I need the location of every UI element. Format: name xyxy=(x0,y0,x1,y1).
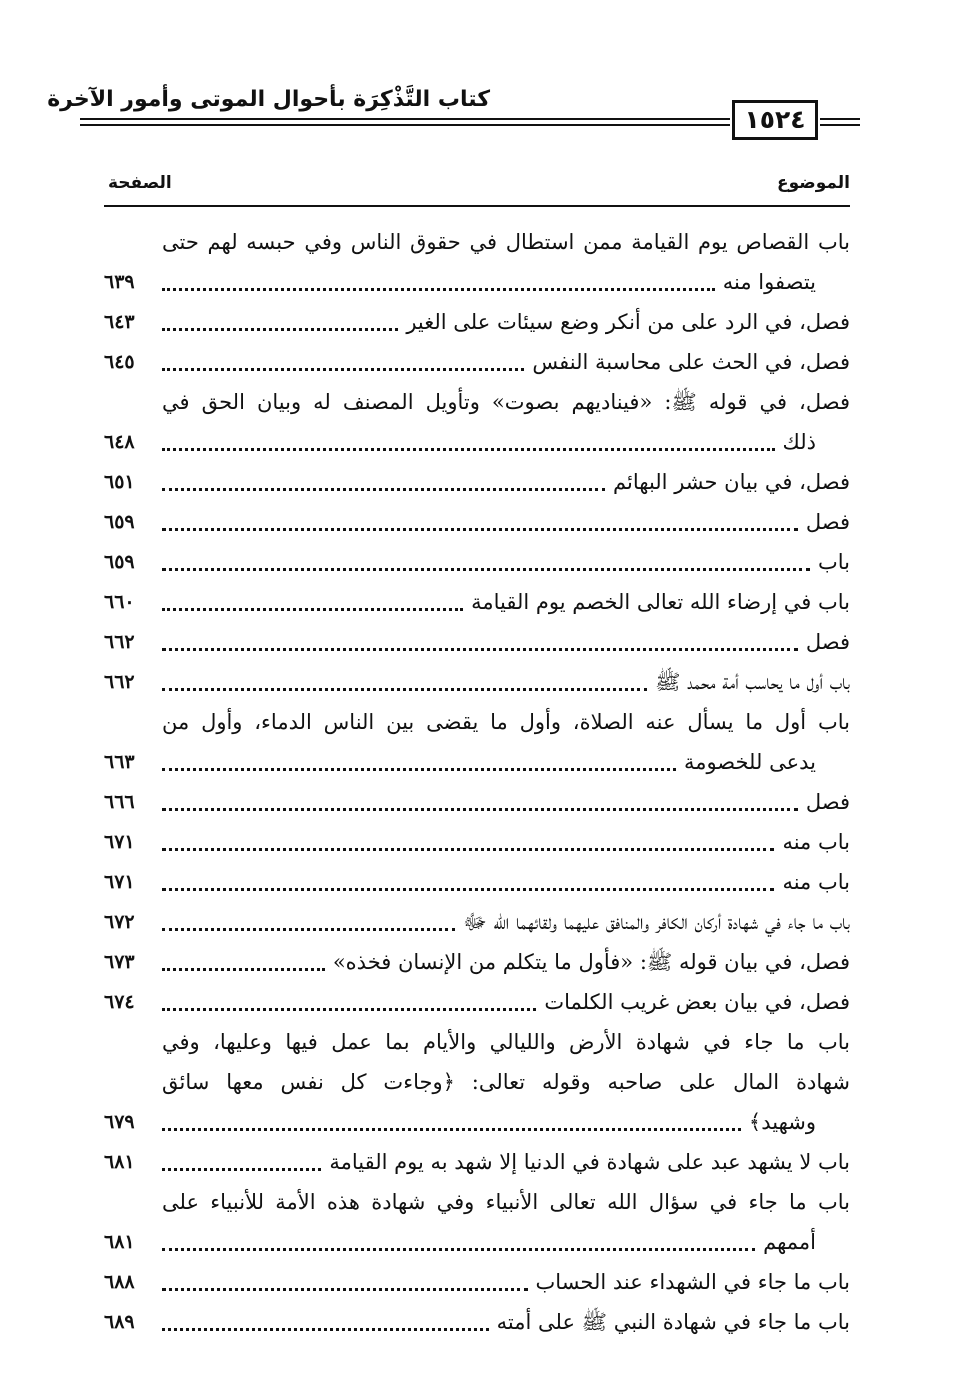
toc-entry-final-line xyxy=(0,1142,956,1182)
dot-leader xyxy=(162,528,798,531)
toc-entry-text: باب أول ما يسأل عنه الصلاة، وأول ما يقضى بين الناس الدماء، وأول من xyxy=(162,710,850,734)
toc-entry-page-number: ٦٨١ xyxy=(104,1151,135,1173)
dot-leader xyxy=(162,1288,528,1291)
toc-entry-page-number: ٦٨٩ xyxy=(104,1311,135,1333)
dot-leader xyxy=(162,1248,755,1251)
toc-entry xyxy=(0,502,956,542)
toc-entry-text: باب ما جاء في الشهداء عند الحساب xyxy=(535,1270,850,1294)
toc-entry-text: فصل، في قوله ﷺ: «فيناديهم بصوت» وتأويل المصنف له وبيان الحق في xyxy=(162,390,850,414)
toc-entry-leader xyxy=(162,544,850,580)
toc-entry-text: باب ما جاء في شهادة الأرض والليالي والأيام بما عمل فيها وعليها، وفي xyxy=(162,1030,850,1054)
toc-entry-leader xyxy=(162,344,850,380)
toc-entry-text: أممهم xyxy=(763,1230,816,1254)
toc-entry xyxy=(0,462,956,502)
toc-entry-page-number: ٦٧١ xyxy=(104,871,135,893)
toc-entry xyxy=(0,1302,956,1342)
toc-entry xyxy=(0,1142,956,1182)
toc-entry-page-number: ٦٧١ xyxy=(104,831,135,853)
toc-entry-final-line xyxy=(0,262,956,302)
dot-leader xyxy=(162,968,325,971)
toc-entry-leader xyxy=(162,904,850,940)
toc-entry-leader xyxy=(162,1224,816,1260)
toc-entry-leader xyxy=(162,624,850,660)
toc-entry-text: باب ما جاء في سؤال الله تعالى الأنبياء وفي شهادة هذه الأمة للأنبياء على xyxy=(162,1190,850,1214)
toc-entry-text: شهادة المال على صاحبه وقوله تعالى: ﴿وجاءت كل نفس معها سائق xyxy=(162,1070,850,1094)
toc-entry-leader xyxy=(162,984,850,1020)
toc-entry-text: يتصفوا منه xyxy=(722,270,816,294)
toc-entry-final-line xyxy=(0,1222,956,1262)
dot-leader xyxy=(162,448,775,451)
toc-entry-final-line xyxy=(0,502,956,542)
dot-leader xyxy=(162,1128,741,1131)
toc-entry-final-line xyxy=(0,902,956,942)
toc-entry-final-line xyxy=(0,862,956,902)
toc-entry xyxy=(0,342,956,382)
dot-leader xyxy=(162,1008,536,1011)
toc-entry-final-line xyxy=(0,582,956,622)
toc-entry-text: ذلك xyxy=(782,430,816,454)
dot-leader xyxy=(162,1168,321,1171)
toc-entry-page-number: ٦٣٩ xyxy=(104,271,135,293)
toc-entry xyxy=(0,622,956,662)
toc-entry-final-line xyxy=(0,822,956,862)
dot-leader xyxy=(162,848,774,851)
toc-entry-page-number: ٦٤٨ xyxy=(104,431,135,453)
toc-entry-final-line xyxy=(0,422,956,462)
toc-entry-text: باب أول ما يحاسب أمة محمد ﷺ xyxy=(655,670,850,694)
header-rule-lower xyxy=(80,124,730,126)
toc-entry-final-line xyxy=(0,742,956,782)
toc-entry-final-line xyxy=(0,302,956,342)
toc-entry xyxy=(0,902,956,942)
toc-entry-text: باب ما جاء في شهادة أركان الكافر والمنافق عليهما ولقائهما الله ﷻ xyxy=(463,910,850,934)
toc-entry-text: باب ما جاء في شهادة النبي ﷺ على أمته xyxy=(496,1310,850,1334)
toc-entry-page-number: ٦٥٩ xyxy=(104,511,135,533)
toc-entry xyxy=(0,542,956,582)
toc-entry-text: فصل xyxy=(805,510,850,534)
toc-entry-leader xyxy=(162,944,850,980)
toc-entry-leader xyxy=(162,1304,850,1340)
toc-entry-leader xyxy=(162,1144,850,1180)
toc-entry-line xyxy=(0,222,956,262)
dot-leader xyxy=(162,288,715,291)
dot-leader xyxy=(162,648,798,651)
toc-entry xyxy=(0,302,956,342)
dot-leader xyxy=(162,328,398,331)
toc-entry-leader xyxy=(162,584,850,620)
toc-entry-leader xyxy=(162,464,850,500)
toc-entry-text: فصل، في بيان قوله ﷺ: «فأول ما يتكلم من الإنسان فخذه» xyxy=(332,950,850,974)
dot-leader xyxy=(162,888,774,891)
toc-entry-leader xyxy=(162,504,850,540)
toc-entry-leader xyxy=(162,864,850,900)
toc-entry-text: فصل، في الحث على محاسبة النفس xyxy=(532,350,850,374)
toc-entry-final-line xyxy=(0,1302,956,1342)
dot-leader xyxy=(162,768,676,771)
toc-entry-final-line xyxy=(0,1262,956,1302)
toc-entry-page-number: ٦٤٣ xyxy=(104,311,135,333)
toc-entry xyxy=(0,862,956,902)
running-header-title: كتاب التَّذْكِرَة بأحوال الموتى وأمور الآخرة xyxy=(47,87,490,112)
toc-entry-line xyxy=(0,1182,956,1222)
toc-entry-text: باب xyxy=(817,550,850,574)
toc-entry-page-number: ٦٥١ xyxy=(104,471,135,493)
toc-entry-page-number: ٦٨١ xyxy=(104,1231,135,1253)
toc-entry-leader xyxy=(162,744,816,780)
toc-entry-text: يدعى للخصومة xyxy=(683,750,816,774)
toc-entry-text: باب لا يشهد عبد على شهادة في الدنيا إلا شهد به يوم القيامة xyxy=(329,1150,850,1174)
header-rule-right-lower xyxy=(820,124,860,126)
toc-entry-final-line xyxy=(0,462,956,502)
toc-entry xyxy=(0,942,956,982)
toc-entry xyxy=(0,1022,956,1142)
toc-entry-final-line xyxy=(0,622,956,662)
toc-entry-text: باب القصاص يوم القيامة ممن استطال في حقوق الناس وفي حبسه لهم حتى xyxy=(162,230,850,254)
dot-leader xyxy=(162,1328,489,1331)
toc-entry-final-line xyxy=(0,342,956,382)
dot-leader xyxy=(162,688,647,691)
toc-entry-text: باب منه xyxy=(782,830,850,854)
page-number: ١٥٢٤ xyxy=(732,100,818,140)
toc-entry-leader xyxy=(162,784,850,820)
toc-entry-text: وشهيد﴾ xyxy=(748,1110,816,1134)
toc-entry xyxy=(0,1182,956,1262)
toc-entry-text: فصل، في الرد على من أنكر وضع سيئات على الغير xyxy=(406,310,850,334)
toc-entry-text: فصل xyxy=(805,630,850,654)
toc-entry-page-number: ٦٧٢ xyxy=(104,911,135,933)
toc-entry xyxy=(0,662,956,702)
header-rule-right-upper xyxy=(820,118,860,120)
toc-entry-final-line xyxy=(0,982,956,1022)
toc-entry-final-line xyxy=(0,782,956,822)
toc-entry xyxy=(0,1262,956,1302)
toc-entry-final-line xyxy=(0,1102,956,1142)
toc-entry-leader xyxy=(162,824,850,860)
toc-entry-leader xyxy=(162,664,850,700)
header-rule-upper xyxy=(80,118,730,120)
toc-entry-page-number: ٦٧٩ xyxy=(104,1111,135,1133)
toc-entry-page-number: ٦٦٢ xyxy=(104,671,135,693)
toc-entry-text: فصل، في بيان بعض غريب الكلمات xyxy=(544,990,850,1014)
toc-entry xyxy=(0,222,956,302)
toc-entry-line xyxy=(0,1062,956,1102)
toc-entry-page-number: ٦٤٥ xyxy=(104,351,135,373)
dot-leader xyxy=(162,568,810,571)
toc-entry-page-number: ٦٧٣ xyxy=(104,951,135,973)
dot-leader xyxy=(162,608,463,611)
toc-entry-page-number: ٦٦٦ xyxy=(104,791,135,813)
toc-entry-page-number: ٦٨٨ xyxy=(104,1271,135,1293)
dot-leader xyxy=(162,368,524,371)
toc-entry-leader xyxy=(162,1264,850,1300)
toc-entry-text: باب منه xyxy=(782,870,850,894)
toc-entry xyxy=(0,582,956,622)
toc-entry-leader xyxy=(162,304,850,340)
toc-entry xyxy=(0,382,956,462)
toc-entry-final-line xyxy=(0,662,956,702)
toc-entry-leader xyxy=(162,264,816,300)
dot-leader xyxy=(162,928,455,931)
toc-entry-final-line xyxy=(0,542,956,582)
toc-entry xyxy=(0,702,956,782)
toc-entry-page-number: ٦٧٤ xyxy=(104,991,135,1013)
toc-entry xyxy=(0,782,956,822)
column-heading-topic: الموضوع xyxy=(777,173,850,193)
toc-entry-page-number: ٦٦٠ xyxy=(104,591,135,613)
heading-rule xyxy=(104,205,850,207)
toc-entry-line xyxy=(0,382,956,422)
toc-entry xyxy=(0,822,956,862)
toc-entry-page-number: ٦٥٩ xyxy=(104,551,135,573)
toc-entry-leader xyxy=(162,1104,816,1140)
column-heading-page: الصفحة xyxy=(108,173,172,193)
toc-entry-line xyxy=(0,702,956,742)
toc-entry-text: فصل، في بيان حشر البهائم xyxy=(613,470,850,494)
toc-entry-line xyxy=(0,1022,956,1062)
toc-entry-text: باب في إرضاء الله تعالى الخصم يوم القيامة xyxy=(471,590,850,614)
toc-entry xyxy=(0,982,956,1022)
toc-entry-page-number: ٦٦٣ xyxy=(104,751,135,773)
toc-entry-final-line xyxy=(0,942,956,982)
table-of-contents xyxy=(0,222,956,1342)
dot-leader xyxy=(162,808,798,811)
toc-entry-text: فصل xyxy=(805,790,850,814)
toc-entry-leader xyxy=(162,424,816,460)
toc-entry-page-number: ٦٦٢ xyxy=(104,631,135,653)
dot-leader xyxy=(162,488,605,491)
